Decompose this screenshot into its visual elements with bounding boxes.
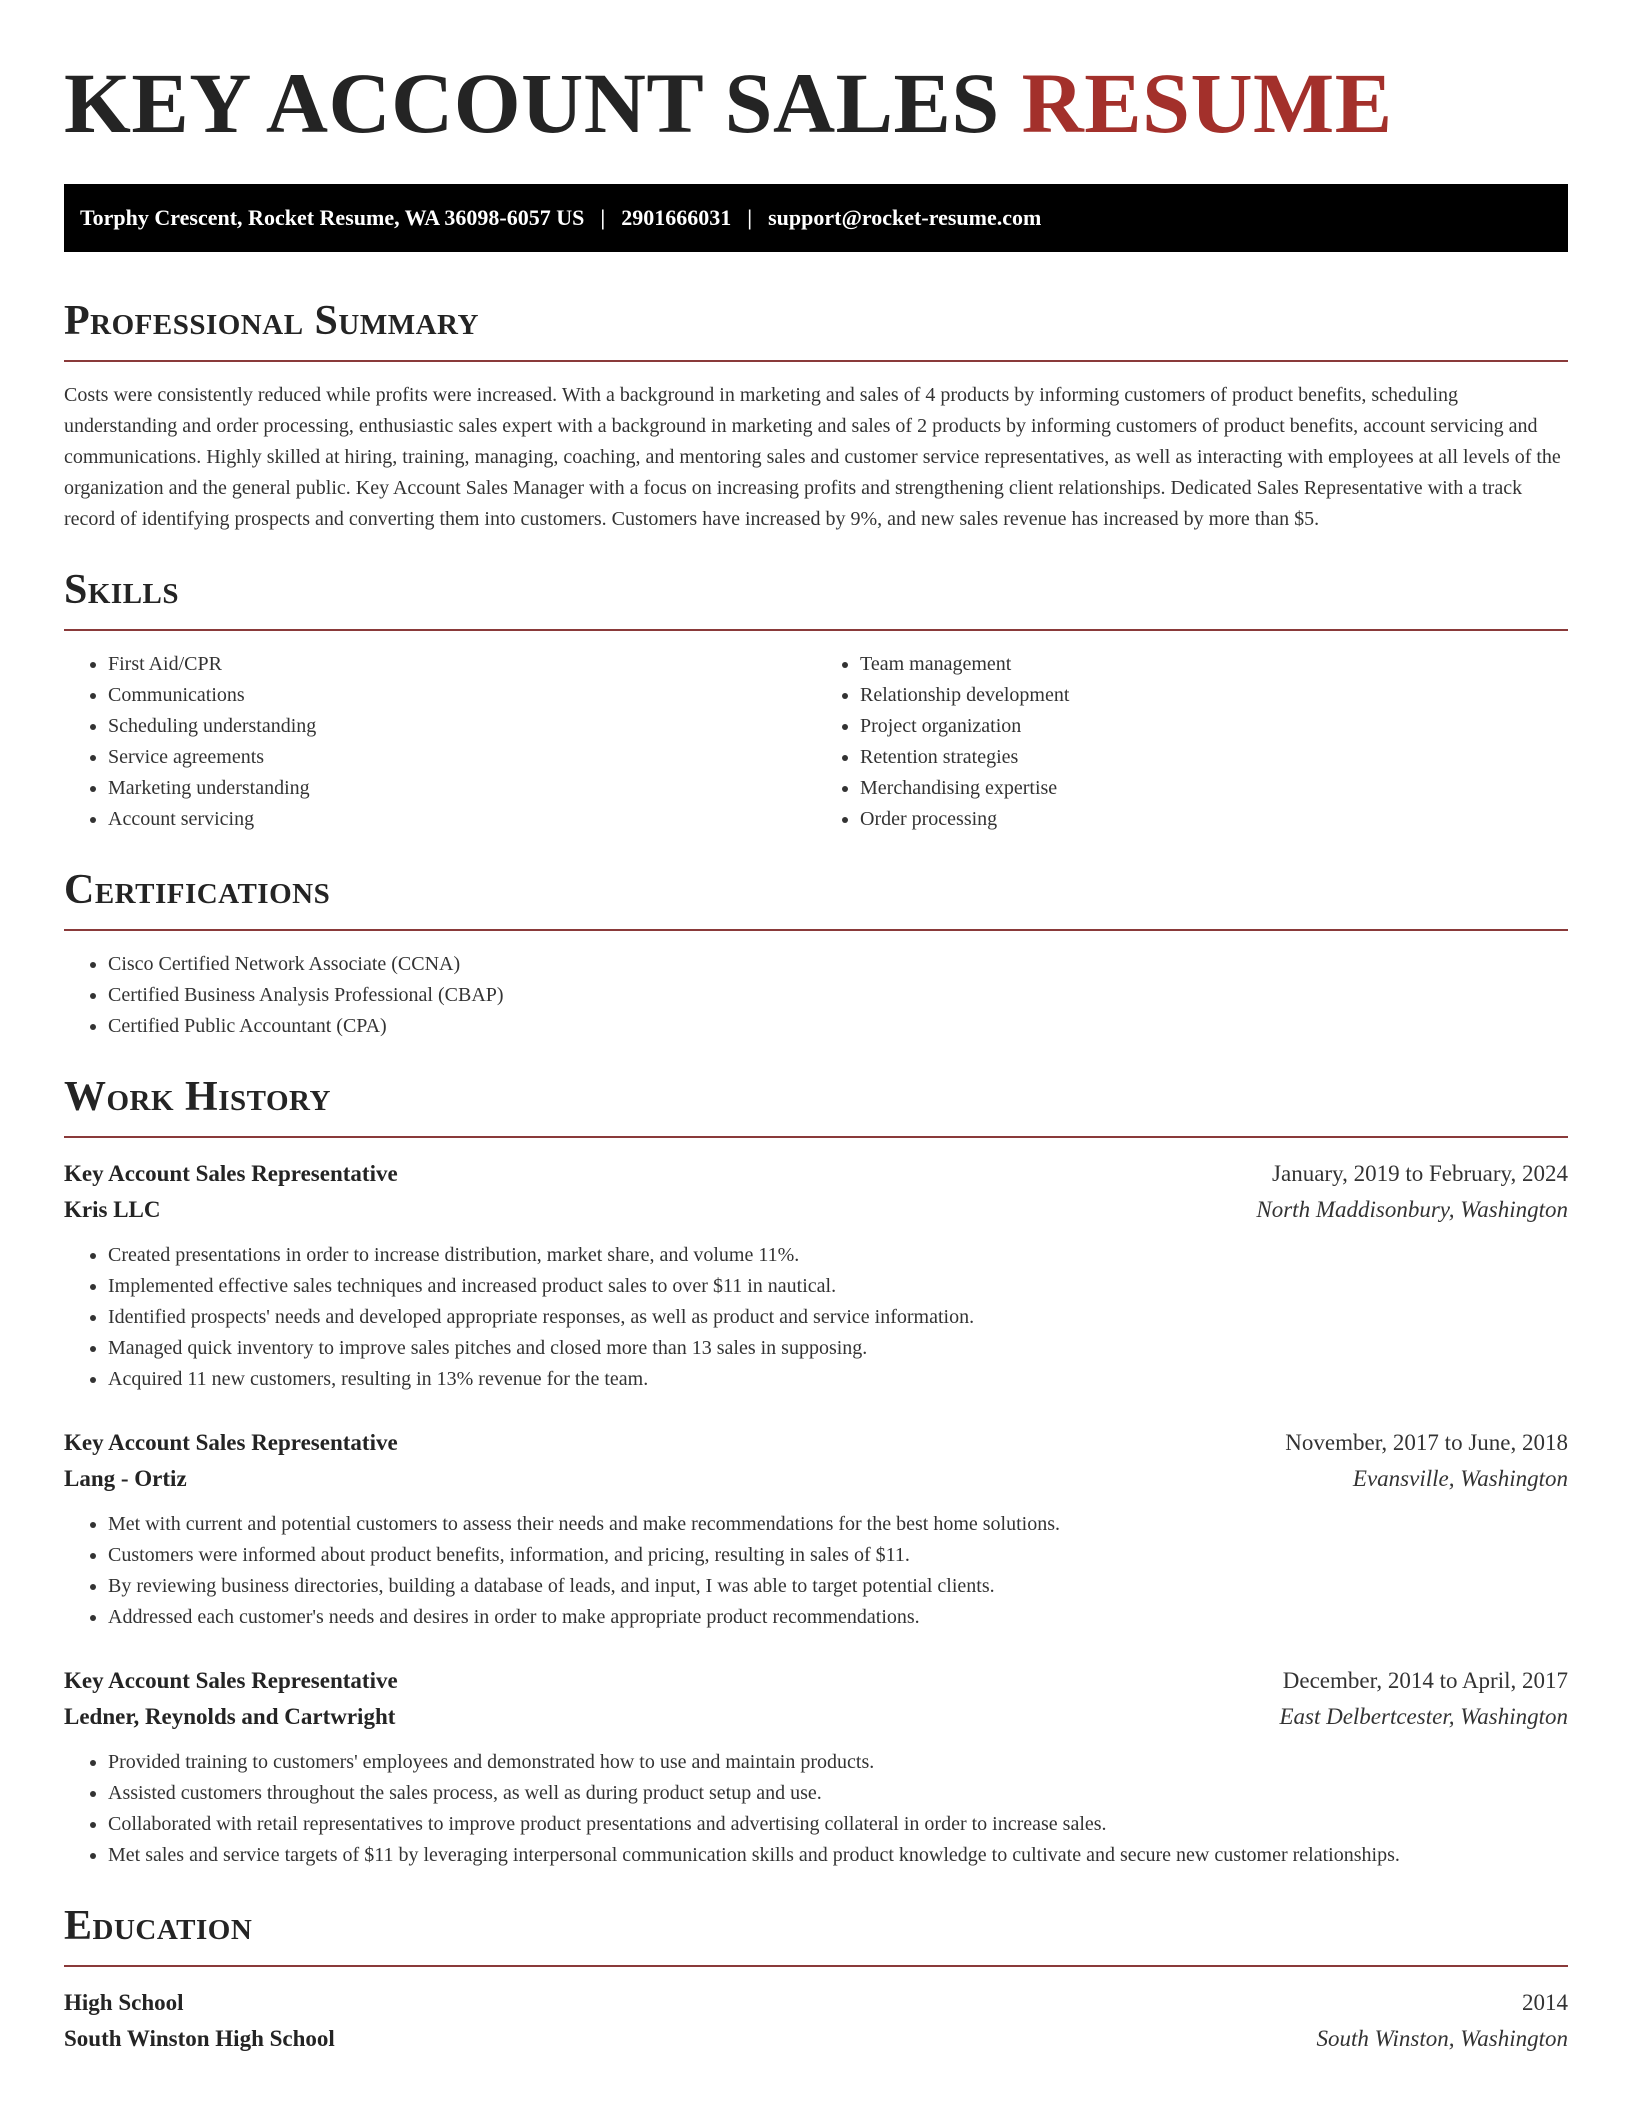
job-bullet: • Met sales and service targets of $11 by leveraging interpersonal communication skills and product knowledge to cultivate and secure new customer relationships. [108,1840,1568,1871]
job-dates: November, 2017 to June, 2018 [1285,1430,1568,1455]
contact-email: support@rocket-resume.com [768,205,1042,230]
job-company-row [64,1192,1568,1228]
summary-section [64,296,1568,535]
job-dates: December, 2014 to April, 2017 [1282,1668,1568,1693]
job-company: Lang - Ortiz [64,1466,187,1491]
job-header-row [64,1425,1568,1461]
skill-item: • Account servicing [108,804,816,835]
job-header-row [64,1663,1568,1699]
skill-item: • Service agreements [108,742,816,773]
work-history-section [64,1072,1568,1871]
education-school: South Winston High School [64,2026,335,2051]
certifications-section [64,865,1568,1042]
job-bullet: • Acquired 11 new customers, resulting in 13% revenue for the team. [108,1364,1568,1395]
job-location: East Delbertcester, Washington [1279,1704,1568,1729]
skill-item: • Marketing understanding [108,773,816,804]
job-bullets [64,1240,1568,1395]
job-title: Key Account Sales Representative [64,1668,398,1693]
job-bullet: • Implemented effective sales techniques and increased product sales to over $11 in nautical. [108,1271,1568,1302]
education-year: 2014 [1522,1990,1568,2015]
job-bullet: • Provided training to customers' employees and demonstrated how to use and maintain products. [108,1747,1568,1778]
skill-item: • First Aid/CPR [108,649,816,680]
summary-text: Costs were consistently reduced while profits were increased. With a background in marketing and sales of 4 products by informing customers of product benefits, scheduling understanding and order processing, enthusiastic sales expert with a background in marketing and sales of 2 products by informing customers of product benefits, account servicing and communications. Highly skilled at hiring, training, managing, coaching, and mentoring sales and customer service representatives, as well as interacting with employees at all levels of the organization and the general public. Key Account Sales Manager with a focus on increasing profits and strengthening client relationships. Dedicated Sales Representative with a track record of identifying prospects and converting them into customers. Customers have increased by 9%, and new sales revenue has increased by more than $5. [64,384,1561,530]
certifications-heading: Certifications [64,867,331,913]
job-bullet: • By reviewing business directories, building a database of leads, and input, I was able to target potential clients. [108,1571,1568,1602]
job-bullet: • Assisted customers throughout the sales process, as well as during product setup and use. [108,1778,1568,1809]
skill-item: • Project organization [860,711,1568,742]
job-company-row [64,1699,1568,1735]
job-bullets [64,1747,1568,1871]
contact-phone: 2901666031 [621,205,732,230]
summary-heading: Professional Summary [64,298,479,344]
section-divider [64,929,1568,931]
skills-heading: Skills [64,567,180,613]
job-company-row [64,1461,1568,1497]
skill-item: • Retention strategies [860,742,1568,773]
job-header-row [64,1156,1568,1192]
education-location: South Winston, Washington [1316,2026,1568,2051]
title-main: KEY ACCOUNT SALES [64,55,1000,151]
skill-item: • Scheduling understanding [108,711,816,742]
job-entry [64,1425,1568,1633]
job-bullet: • Managed quick inventory to improve sales pitches and closed more than 13 sales in supposing. [108,1333,1568,1364]
job-title: Key Account Sales Representative [64,1161,398,1186]
skills-grid [64,649,1568,835]
job-bullet: • Met with current and potential customers to assess their needs and make recommendations for the best home solutions. [108,1509,1568,1540]
job-bullet: • Created presentations in order to increase distribution, market share, and volume 11%. [108,1240,1568,1271]
job-bullet: • Addressed each customer's needs and desires in order to make appropriate product recommendations. [108,1602,1568,1633]
skill-item: • Communications [108,680,816,711]
certification-item: • Certified Business Analysis Professional (CBAP) [108,980,1568,1011]
job-title: Key Account Sales Representative [64,1430,398,1455]
job-entry [64,1156,1568,1395]
skills-list-left [64,649,816,835]
skill-item: • Order processing [860,804,1568,835]
education-degree: High School [64,1990,184,2015]
education-section [64,1901,1568,2057]
education-school-row [64,2021,1568,2057]
job-bullet: • Customers were informed about product benefits, information, and pricing, resulting in sales of $11. [108,1540,1568,1571]
job-location: North Maddisonbury, Washington [1256,1197,1568,1222]
job-company: Kris LLC [64,1197,161,1222]
section-divider [64,1965,1568,1967]
skill-item: • Team management [860,649,1568,680]
skills-list-right [816,649,1568,835]
job-location: Evansville, Washington [1352,1466,1568,1491]
section-divider [64,360,1568,362]
certifications-list [64,949,1568,1042]
skill-item: • Relationship development [860,680,1568,711]
job-bullet: • Collaborated with retail representatives to improve product presentations and advertising collateral in order to increase sales. [108,1809,1568,1840]
skills-section [64,565,1568,835]
skill-item: • Merchandising expertise [860,773,1568,804]
education-heading: Education [64,1903,253,1949]
job-bullets [64,1509,1568,1633]
contact-separator: | [747,205,753,230]
section-divider [64,629,1568,631]
education-degree-row [64,1985,1568,2021]
section-divider [64,1136,1568,1138]
work-history-heading: Work History [64,1074,331,1120]
job-bullet: • Identified prospects' needs and developed appropriate responses, as well as product and service information. [108,1302,1568,1333]
job-company: Ledner, Reynolds and Cartwright [64,1704,396,1729]
contact-bar [64,184,1568,252]
job-dates: January, 2019 to February, 2024 [1272,1161,1568,1186]
certification-item: • Certified Public Accountant (CPA) [108,1011,1568,1042]
job-entry [64,1663,1568,1871]
resume-title [64,52,1568,154]
contact-separator: | [600,205,606,230]
certification-item: • Cisco Certified Network Associate (CCNA) [108,949,1568,980]
title-accent: RESUME [1021,55,1393,151]
contact-address: Torphy Crescent, Rocket Resume, WA 36098-6057 US [80,205,585,230]
